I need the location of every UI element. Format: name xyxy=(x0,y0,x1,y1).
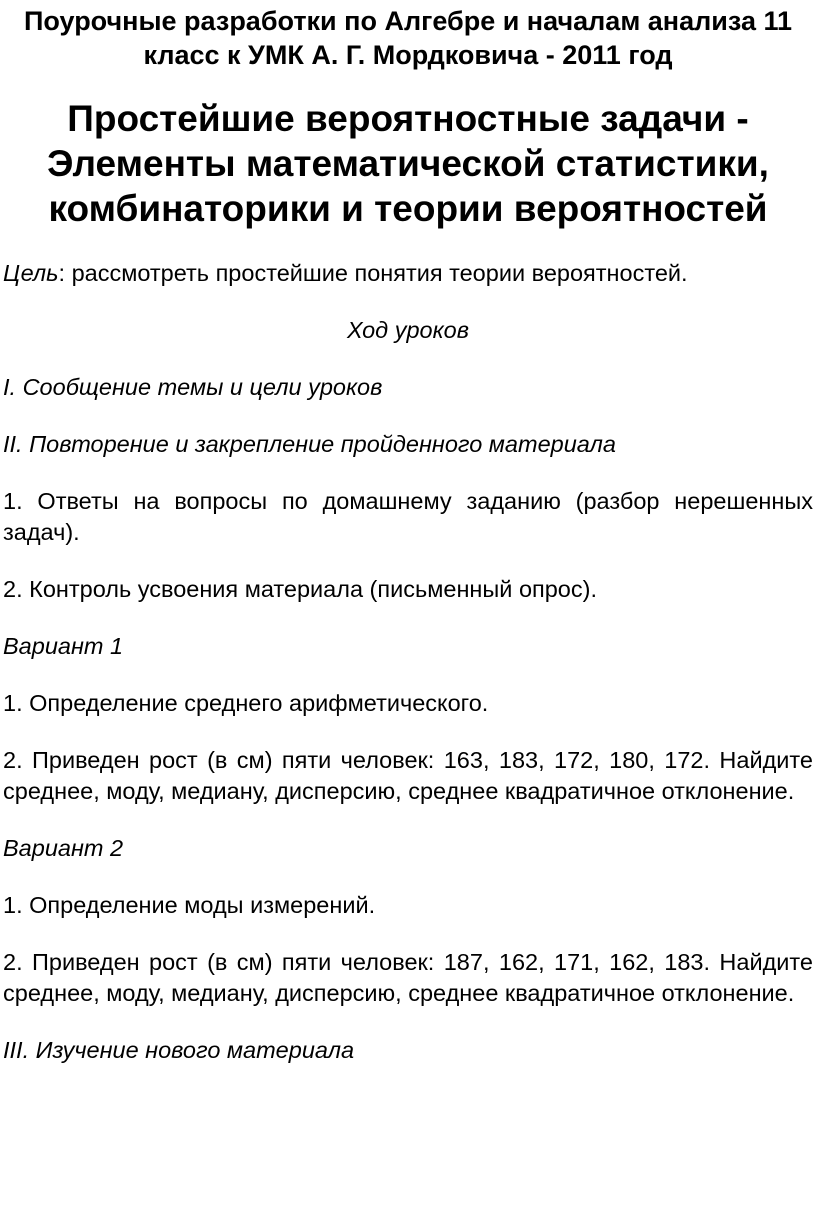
section-2-heading: II. Повторение и закрепление пройденного материала xyxy=(3,431,616,457)
variant-2-heading: Вариант 2 xyxy=(3,835,124,861)
variant-1-question-2: 2. Приведен рост (в см) пяти человек: 163, 183, 172, 180, 172. Найдите среднее, моду, медиану, дисперсию, среднее квадратичное отклонение. xyxy=(3,747,813,804)
section-3-heading: III. Изучение нового материала xyxy=(3,1037,355,1063)
variant-1-question-1: 1. Определение среднего арифметического. xyxy=(3,690,489,716)
variant-2-question-2: 2. Приведен рост (в см) пяти человек: 187, 162, 171, 162, 183. Найдите среднее, моду, медиану, дисперсию, среднее квадратичное отклонение. xyxy=(3,949,813,1006)
lesson-title: Простейшие вероятностные задачи - Элементы математической статистики, комбинаторики и теории вероятностей xyxy=(47,98,769,229)
section-1-heading: I. Сообщение темы и цели уроков xyxy=(3,374,383,400)
variant-1-heading: Вариант 1 xyxy=(3,633,124,659)
goal-label: Цель xyxy=(3,260,59,286)
variant-2-question-1: 1. Определение моды измерений. xyxy=(3,892,376,918)
course-heading: Ход уроков xyxy=(346,317,470,343)
goal-text: : рассмотреть простейшие понятия теории вероятностей. xyxy=(58,260,688,286)
goal-paragraph xyxy=(3,258,813,289)
item-2: 2. Контроль усвоения материала (письменный опрос). xyxy=(3,576,597,602)
book-title: Поурочные разработки по Алгебре и началам анализа 11 класс к УМК А. Г. Мордковича - 2011 год xyxy=(23,6,793,70)
item-1: 1. Ответы на вопросы по домашнему заданию (разбор нерешенных задач). xyxy=(3,488,813,545)
